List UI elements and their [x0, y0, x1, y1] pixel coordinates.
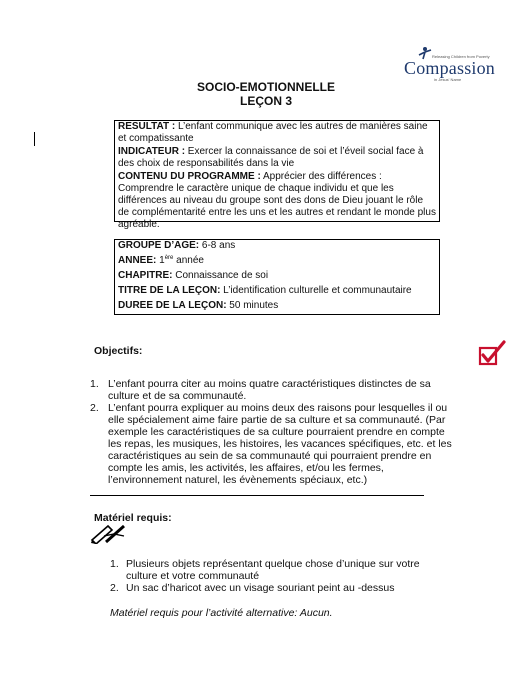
titre-value: L’identification culturelle et communautaire [220, 285, 412, 296]
logo-wordmark: Compassion [404, 58, 496, 78]
chapitre-row [118, 270, 436, 282]
objectif-text: L’enfant pourra citer au moins quatre caractéristiques distinctes de sa culture et de sa communauté. [108, 378, 431, 402]
contenu-label: CONTENU DU PROGRAMME : [118, 171, 261, 182]
list-item [90, 402, 460, 486]
list-item [90, 378, 460, 402]
indicateur-row [118, 146, 436, 170]
duree-label: DUREE DE LA LEÇON: [118, 300, 227, 311]
groupe-label: GROUPE D’AGE: [118, 240, 200, 251]
objectifs-list [90, 378, 460, 486]
list-item [110, 582, 440, 594]
indicateur-label: INDICATEUR : [118, 146, 186, 157]
document-title: SOCIO-EMOTIONNELLE [197, 80, 335, 94]
contenu-text: Apprécier des différences : Comprendre le caractère unique de chaque individu et que les différences au niveau du groupe sont des dons de Dieu jouant le rôle de complémentarité entre les uns et les autres et rendant le monde plus agréable. [118, 171, 436, 230]
resultat-row [118, 121, 436, 145]
annee-row [118, 255, 436, 267]
titre-label: TITRE DE LA LEÇON: [118, 285, 221, 296]
outcome-box [114, 120, 440, 230]
annee-value: 1 [156, 255, 165, 266]
annee-label: ANNEE: [118, 255, 157, 266]
duree-row [118, 300, 436, 312]
list-number: 2. [110, 582, 119, 594]
groupe-value: 6-8 ans [199, 240, 236, 251]
pencil-ruler-icon [90, 522, 128, 544]
list-number: 2. [90, 402, 99, 414]
materiel-list [110, 558, 440, 594]
objectif-text: L’enfant pourra expliquer au moins deux des raisons pour lesquelles il ou elle spécialement aime faire partie de sa culture et sa communauté. (Par exemple les caractéristiques de sa culture pourraient prendre en compte les repas, les musiques, les histoires, les vacances spécifiques, etc. et les caractéristiques au sein de sa communauté qui pourraient prendre en compte les amis, les activités, les affaires, et/ou les fermes, l’environnement naturel, les évènements spéciaux, etc.) [108, 402, 452, 486]
materiel-text: Plusieurs objets représentant quelque chose d’unique sur votre culture et votre communauté [126, 558, 420, 582]
groupe-row [118, 240, 436, 252]
logo-tagline: in Jesus' Name [434, 77, 462, 82]
list-item [110, 558, 440, 582]
indicateur-text: Exercer la connaissance de soi et l’éveil social face à des choix de responsabilités dans la vie [118, 146, 424, 169]
logo-top-line: Releasing Children from Poverty [432, 54, 490, 59]
list-number: 1. [110, 558, 119, 570]
alternative-materials-note: Matériel requis pour l’activité alternative: Aucun. [110, 607, 333, 619]
checkbox-check-icon [478, 340, 506, 366]
contenu-row [118, 171, 436, 231]
section-divider [90, 495, 424, 496]
text-cursor [34, 132, 35, 146]
titre-row [118, 285, 436, 297]
chapitre-value: Connaissance de soi [172, 270, 269, 281]
chapitre-label: CHAPITRE: [118, 270, 173, 281]
materiel-text: Un sac d’haricot avec un visage souriant peint au -dessus [126, 582, 395, 594]
duree-value: 50 minutes [226, 300, 279, 311]
resultat-text: L’enfant communique avec les autres de manières saine et compatissante [118, 121, 428, 144]
resultat-label: RESULTAT : [118, 121, 176, 132]
lesson-info-box [114, 239, 440, 315]
compassion-logo [404, 46, 496, 82]
lesson-number: LEÇON 3 [239, 94, 292, 108]
annee-value-suffix: année [173, 255, 204, 266]
materiel-heading: Matériel requis: [94, 512, 172, 524]
objectifs-heading: Objectifs: [94, 345, 143, 357]
annee-superscript: ère [164, 255, 174, 261]
list-number: 1. [90, 378, 99, 390]
